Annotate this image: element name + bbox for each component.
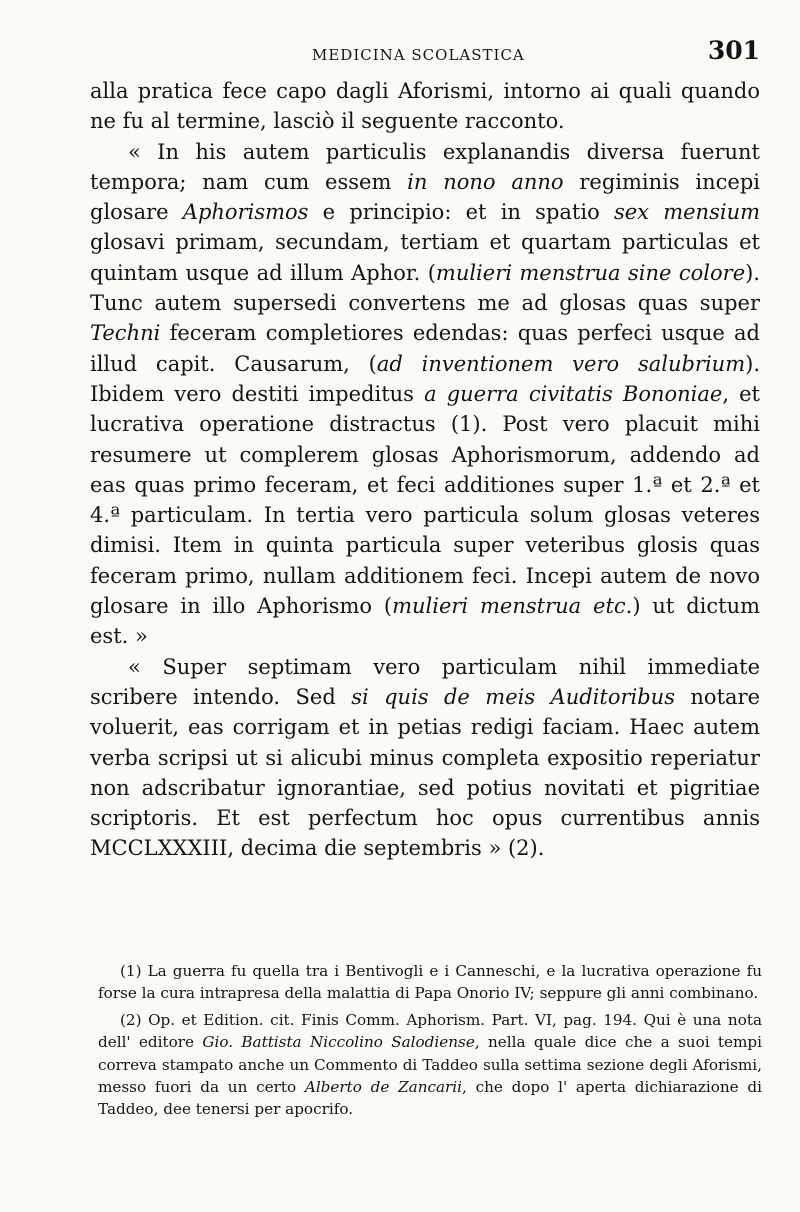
footnotes (98, 960, 762, 1125)
italic-run: mulieri menstrua sine colore (435, 260, 746, 285)
footnote-2 (98, 1009, 762, 1121)
body-text (90, 76, 760, 864)
footnote-1: (1) La guerra fu quella tra i Bentivogli e i Canneschi, e la lucrativa operazione fu forse la cura intrapresa della malattia di Papa Onorio IV; seppure gli anni combinano. (98, 962, 762, 1003)
text-run: « In his autem particulis explanandis diversa fuerunt tempora; nam cum essem (90, 139, 760, 194)
italic-run: Gio. Battista Niccolino Salodiense (202, 1033, 475, 1052)
italic-run: Aphorismos (182, 200, 309, 225)
running-title: MEDICINA SCOLASTICA (312, 46, 525, 64)
text-run: « Super septimam vero particulam nihil immediate scribere intendo. Sed (90, 654, 760, 709)
text-run: regiminis incepi glosare (90, 169, 761, 225)
paragraph-3 (90, 652, 760, 864)
italic-run: in nono anno (407, 169, 564, 194)
paragraph-1 (90, 76, 760, 137)
text-run: feceram completiores edendas: quas perfeci usque ad illud capit. Causarum, ( (90, 321, 760, 376)
paragraph-2 (90, 137, 760, 652)
text-run: , et lucrativa operatione distractus (1). Post vero placuit mihi resumere ut complerem glosas Aphorismorum, addendo ad eas quas primo feceram, et feci additiones super 1.ª et 2.ª et 4.ª particulam. In tertia vero particula solum glosas veteres dimisi. Item in quinta particula super veteribus glosis quas feceram primo, nullam additionem feci. Incepi autem de novo glosare in illo Aphorismo ( (90, 381, 760, 619)
text-run: , nella quale dice che a suoi tempi correva stampato anche un Commento di Taddeo sulla settima sezione degli Aforismi, messo fuori da un certo (98, 1033, 762, 1097)
text-run: glosavi primam, secundam, tertiam et quartam particulas et quintam usque ad illum Aphor. ( (90, 230, 760, 285)
italic-run: mulieri menstrua etc. (392, 594, 633, 619)
text-run: notare voluerit, eas corrigam et in petias redigi faciam. Haec autem verba scripsi ut si alicubi minus completa expositio reperiatur non adscribatur ignorantiae, sed potius novitati et pigritiae scriptoris. Et est perfectum hoc opus currentibus annis MCCLXXXIII, decima die septembris » (2). (90, 684, 761, 861)
italic-run: Techni (90, 321, 161, 346)
page-number: 301 (707, 36, 760, 65)
italic-run: a guerra civitatis Bononiae (424, 381, 723, 406)
italic-run: sex mensium (613, 200, 761, 225)
page-header (0, 36, 800, 76)
paragraph-1-text: alla pratica fece capo dagli Aforismi, intorno ai quali quando ne fu al termine, lasciò il seguente racconto. (90, 79, 760, 134)
italic-run: ad inventionem vero salubrium (376, 351, 746, 376)
text-run: , che dopo l' aperta dichiarazione di Taddeo, dee tenersi per apocrifo. (98, 1078, 762, 1119)
text-run: ). Ibidem vero destiti impeditus (90, 351, 760, 406)
text-run: ) ut dictum est. » (90, 594, 761, 649)
text-run: e principio: et in spatio (308, 200, 614, 225)
text-run: (2) Op. et Edition. cit. Finis Comm. Aphorism. Part. VI, pag. 194. Qui è una nota dell' editore (98, 1010, 762, 1052)
italic-run: si quis de meis Auditoribus (351, 684, 675, 709)
italic-run: Alberto de Zancarii (304, 1078, 463, 1097)
text-run: ). Tunc autem supersedi convertens me ad glosas quas super (90, 260, 760, 316)
